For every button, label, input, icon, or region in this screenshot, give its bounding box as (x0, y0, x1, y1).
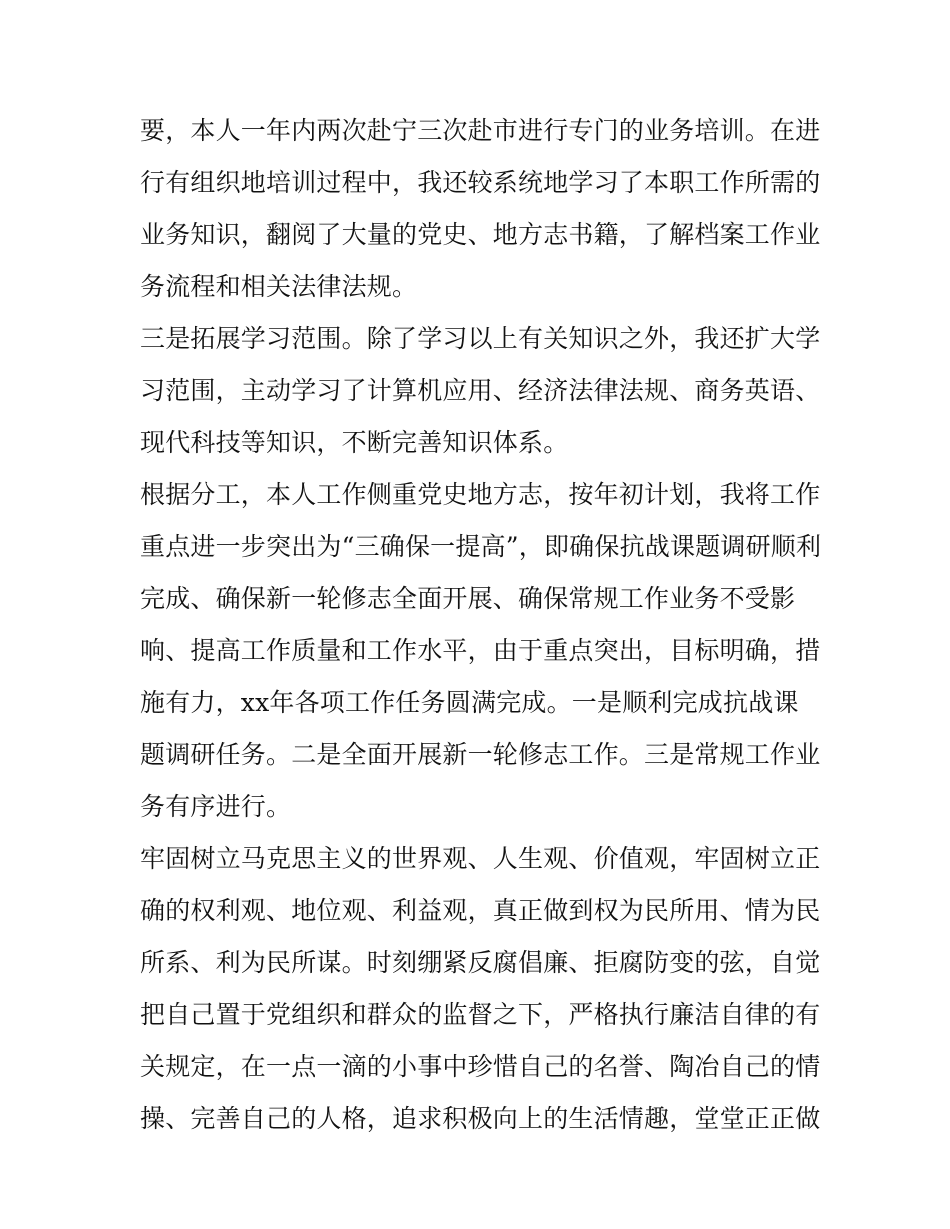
text-line-18: 把自己置于党组织和群众的监督之下，严格执行廉洁自律的有 (140, 1000, 821, 1029)
text-line-10: 完成、确保新一轮修志全面开展、确保常规工作业务不受影 (140, 584, 796, 613)
text-line-9: 重点进一步突出为“三确保一提高”，即确保抗战课题调研顺利 (140, 532, 822, 561)
text-line-1: 要，本人一年内两次赴宁三次赴市进行专门的业务培训。在进 (140, 116, 821, 145)
text-line-8: 根据分工，本人工作侧重党史地方志，按年初计划，我将工作 (140, 480, 821, 509)
text-line-11: 响、提高工作质量和工作水平，由于重点突出，目标明确，措 (140, 636, 821, 665)
text-line-15: 牢固树立马克思主义的世界观、人生观、价值观，牢固树立正 (140, 844, 821, 873)
text-line-16: 确的权利观、地位观、利益观，真正做到权为民所用、情为民 (140, 896, 821, 925)
text-line-20: 操、完善自己的人格，追求积极向上的生活情趣，堂堂正正做 (140, 1104, 821, 1133)
text-line-7: 现代科技等知识，不断完善知识体系。 (140, 428, 569, 457)
text-line-4: 务流程和相关法律法规。 (140, 272, 418, 301)
body-text (140, 105, 820, 1145)
text-line-6: 习范围，主动学习了计算机应用、经济法律法规、商务英语、 (140, 376, 821, 405)
text-line-13: 题调研任务。二是全面开展新一轮修志工作。三是常规工作业 (140, 740, 821, 769)
text-line-12: 施有力，xx年各项工作任务圆满完成。一是顺利完成抗战课 (140, 688, 799, 717)
text-line-2: 行有组织地培训过程中，我还较系统地学习了本职工作所需的 (140, 168, 821, 197)
text-line-17: 所系、利为民所谋。时刻绷紧反腐倡廉、拒腐防变的弦，自觉 (140, 948, 821, 977)
text-line-3: 业务知识，翻阅了大量的党史、地方志书籍，了解档案工作业 (140, 220, 821, 249)
text-line-5: 三是拓展学习范围。除了学习以上有关知识之外，我还扩大学 (140, 324, 821, 353)
text-line-19: 关规定，在一点一滴的小事中珍惜自己的名誉、陶冶自己的情 (140, 1052, 821, 1081)
text-line-14: 务有序进行。 (140, 792, 292, 821)
